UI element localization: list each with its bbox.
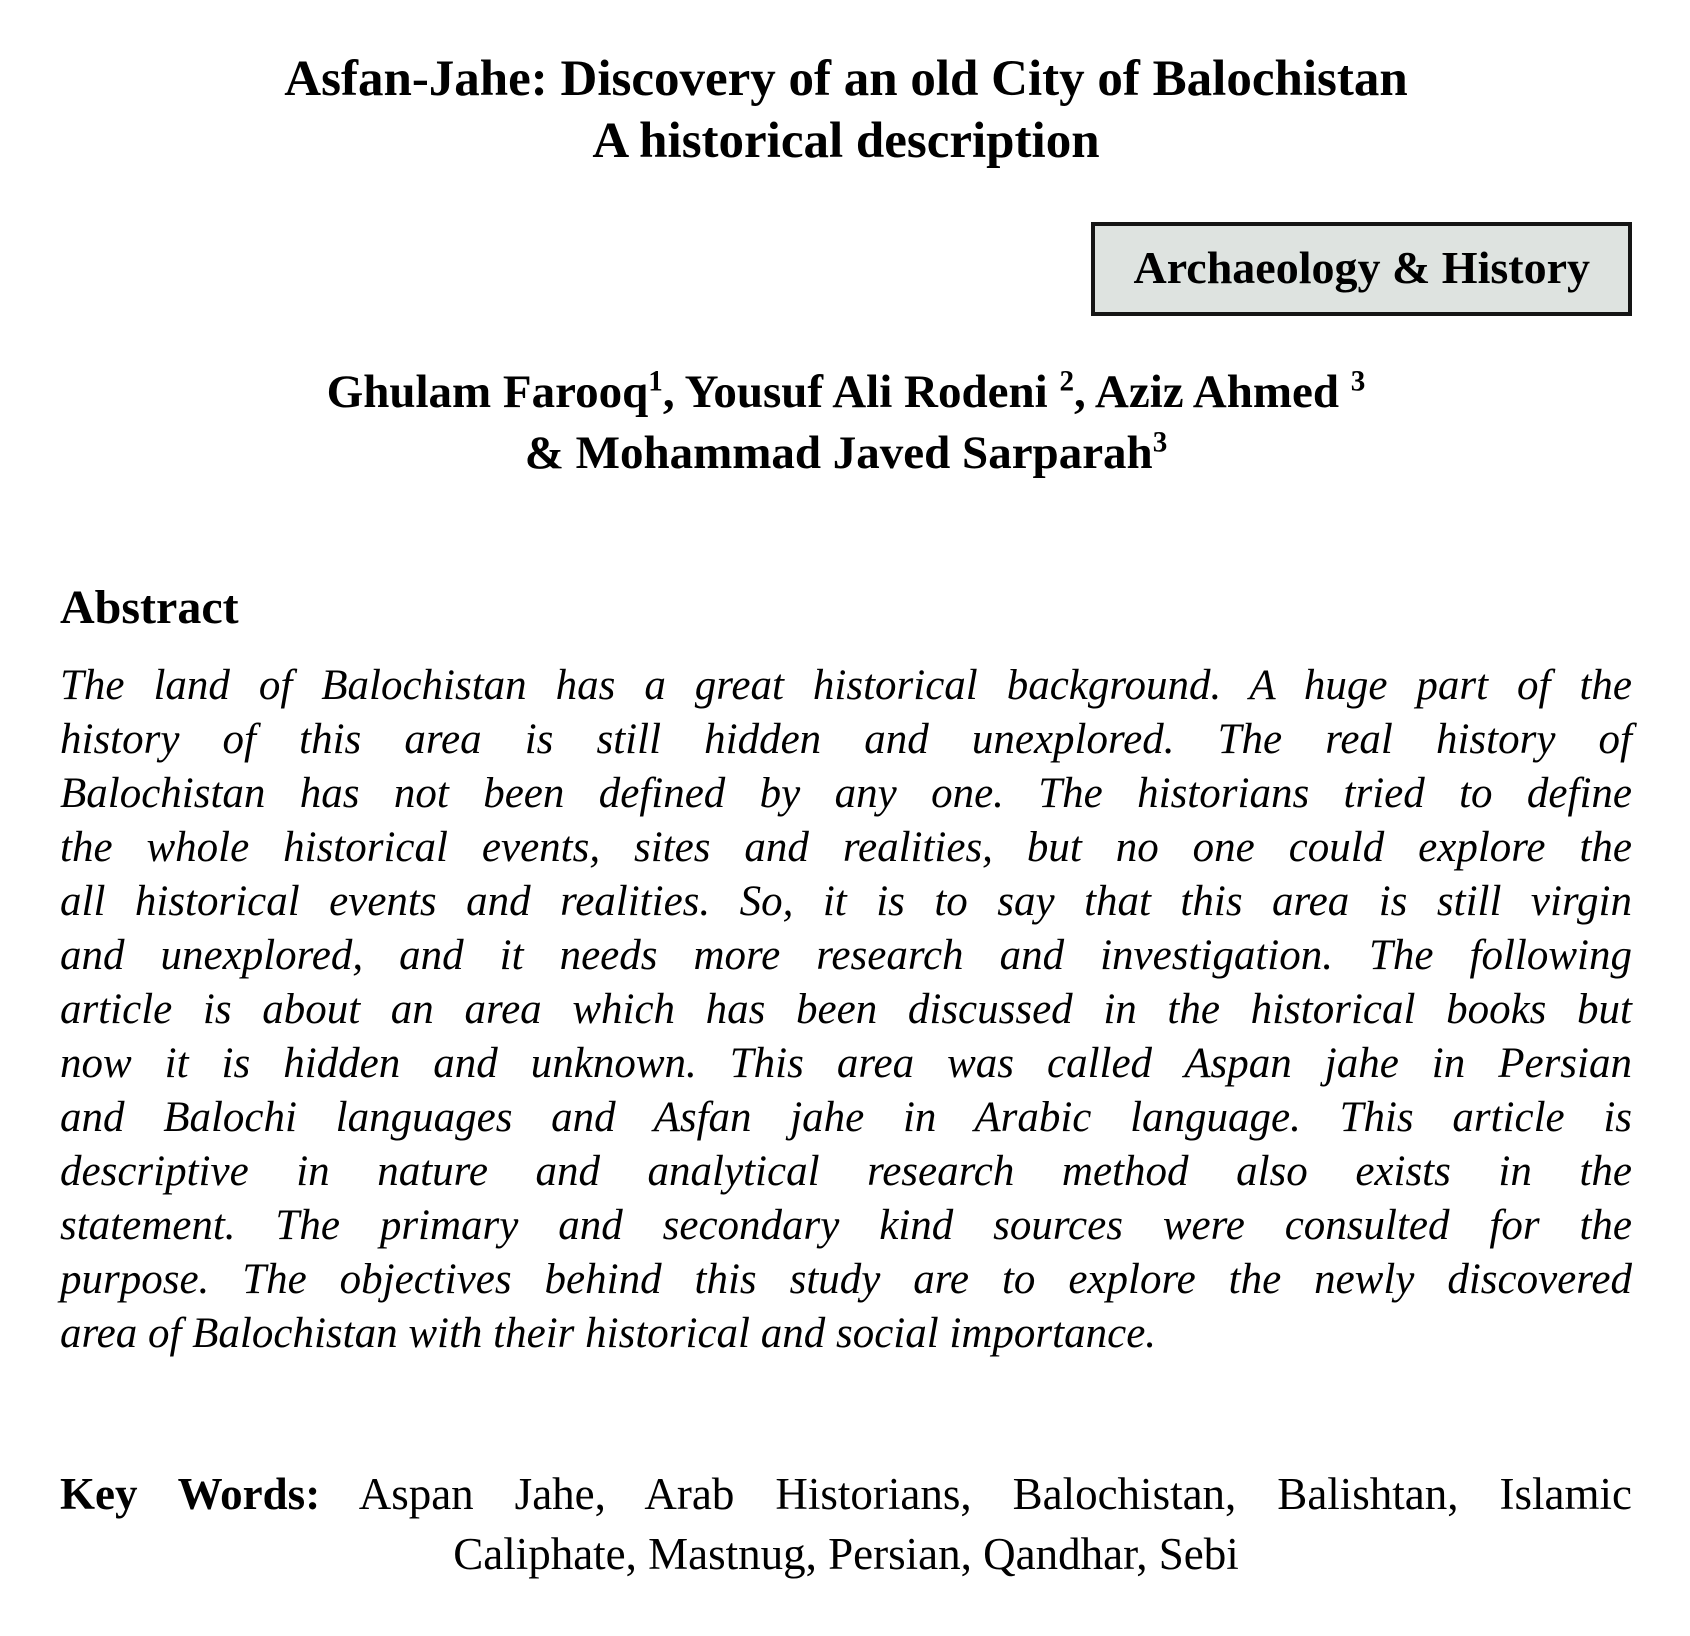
keywords-line-1 — [60, 1465, 1632, 1523]
author-superscript: 3 — [1350, 365, 1366, 398]
article-title — [60, 48, 1632, 172]
keywords-line-2: Caliphate, Mastnug, Persian, Qandhar, Sebi — [453, 1529, 1239, 1579]
abstract-line: and Balochi languages and Asfan jahe in Arabic language. This article is — [60, 1094, 1632, 1141]
keywords — [60, 1465, 1632, 1583]
category-badge-row — [60, 222, 1632, 316]
byline-line-2 — [60, 423, 1632, 484]
abstract-body — [60, 659, 1632, 1361]
byline-line-1 — [60, 362, 1632, 423]
abstract-line: the whole historical events, sites and realities, but no one could explore the — [60, 824, 1632, 871]
abstract-line: area of Balochistan with their historical and social importance. — [60, 1310, 1157, 1357]
author-superscript: 3 — [1152, 426, 1168, 459]
author-name: & Mohammad Javed Sarparah — [524, 427, 1153, 479]
abstract-heading: Abstract — [60, 581, 239, 634]
keywords-line-1-rest: Aspan Jahe, Arab Historians, Balochistan, Balishtan, Islamic — [358, 1469, 1632, 1519]
abstract-line: history of this area is still hidden and unexplored. The real history of — [60, 716, 1632, 763]
abstract-line: descriptive in nature and analytical research method also exists in the — [60, 1148, 1632, 1195]
title-line-2: A historical description — [592, 113, 1100, 169]
abstract-line: Balochistan has not been defined by any one. The historians tried to define — [60, 770, 1632, 817]
category-badge: Archaeology & History — [1091, 222, 1632, 316]
abstract-line: now it is hidden and unknown. This area was called Aspan jahe in Persian — [60, 1040, 1632, 1087]
abstract-line: statement. The primary and secondary kind sources were consulted for the — [60, 1202, 1632, 1249]
title-line-1: Asfan-Jahe: Discovery of an old City of Balochistan — [284, 51, 1408, 107]
byline — [60, 362, 1632, 484]
author-superscript: 2 — [1059, 365, 1074, 398]
abstract-line: all historical events and realities. So, it is to say that this area is still virgin — [60, 878, 1632, 925]
abstract-line: The land of Balochistan has a great historical background. A huge part of the — [60, 662, 1632, 709]
author-name: Ghulam Farooq — [326, 366, 649, 418]
author-name: Aziz Ahmed — [1094, 366, 1351, 418]
abstract-line: article is about an area which has been discussed in the historical books but — [60, 986, 1632, 1033]
keywords-label: Key Words: — [60, 1469, 321, 1519]
author-separator: , — [1074, 366, 1095, 418]
author-separator: , — [662, 366, 685, 418]
abstract-line: and unexplored, and it needs more research and investigation. The following — [60, 932, 1632, 979]
abstract-line: purpose. The objectives behind this study are to explore the newly discovered — [60, 1256, 1632, 1303]
author-name: Yousuf Ali Rodeni — [684, 366, 1060, 418]
author-superscript: 1 — [648, 365, 663, 398]
